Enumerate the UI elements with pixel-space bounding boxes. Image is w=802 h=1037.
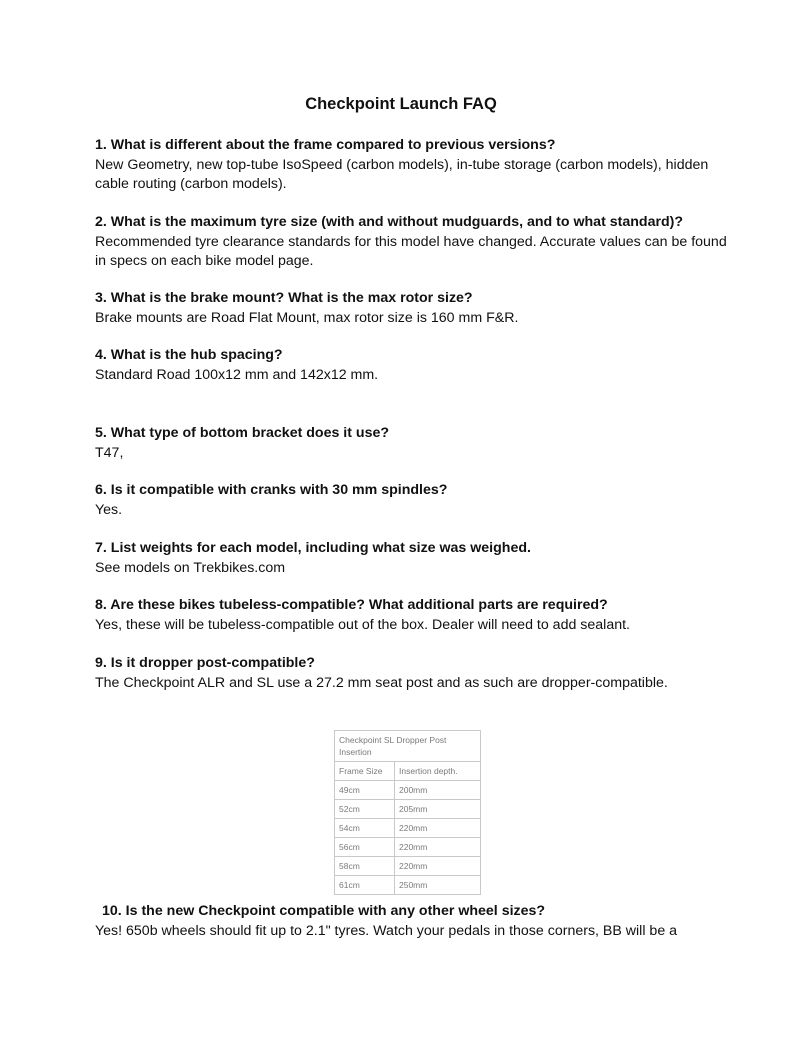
table-cell: 220mm bbox=[395, 857, 481, 876]
dropper-insertion-table bbox=[334, 730, 481, 895]
faq-answer: T47, bbox=[95, 444, 124, 461]
table-cell: 205mm bbox=[395, 800, 481, 819]
faq-item-9 bbox=[95, 654, 735, 693]
table-cell: 52cm bbox=[335, 800, 395, 819]
faq-item-3 bbox=[95, 289, 735, 328]
faq-item-7 bbox=[95, 539, 735, 578]
faq-answer: Brake mounts are Road Flat Mount, max rotor size is 160 mm F&R. bbox=[95, 309, 519, 326]
table-caption: Checkpoint SL Dropper Post Insertion bbox=[335, 731, 481, 762]
faq-question: 2. What is the maximum tyre size (with and without mudguards, and to what standard)? bbox=[95, 214, 684, 230]
faq-item-6 bbox=[95, 481, 735, 520]
faq-question: 9. Is it dropper post-compatible? bbox=[95, 655, 315, 671]
table-row bbox=[335, 800, 481, 819]
faq-answer: Recommended tyre clearance standards for this model have changed. Accurate values can be found in specs on each bike model page. bbox=[95, 233, 727, 269]
faq-question: 8. Are these bikes tubeless-compatible? What additional parts are required? bbox=[95, 597, 608, 613]
table-cell: 220mm bbox=[395, 819, 481, 838]
table-header-insertion-depth: Insertion depth. bbox=[395, 762, 481, 781]
faq-question: 6. Is it compatible with cranks with 30 mm spindles? bbox=[95, 482, 448, 498]
faq-item-2 bbox=[95, 213, 735, 272]
table-cell: 56cm bbox=[335, 838, 395, 857]
table-cell: 54cm bbox=[335, 819, 395, 838]
table-row bbox=[335, 857, 481, 876]
table-cell: 250mm bbox=[395, 876, 481, 895]
faq-item-5 bbox=[95, 424, 735, 463]
faq-answer: Standard Road 100x12 mm and 142x12 mm. bbox=[95, 366, 379, 383]
faq-question: 10. Is the new Checkpoint compatible with any other wheel sizes? bbox=[102, 903, 546, 919]
faq-item-1 bbox=[95, 136, 735, 195]
faq-question: 5. What type of bottom bracket does it use? bbox=[95, 425, 390, 441]
table-row bbox=[335, 838, 481, 857]
table-row bbox=[335, 876, 481, 895]
faq-item-4 bbox=[95, 346, 735, 385]
table-cell: 61cm bbox=[335, 876, 395, 895]
table-cell: 220mm bbox=[395, 838, 481, 857]
faq-item-8 bbox=[95, 596, 735, 635]
document-title: Checkpoint Launch FAQ bbox=[305, 95, 497, 113]
faq-question: 4. What is the hub spacing? bbox=[95, 347, 283, 363]
table-cell: 58cm bbox=[335, 857, 395, 876]
faq-answer: Yes, these will be tubeless-compatible out of the box. Dealer will need to add sealant. bbox=[95, 616, 630, 633]
faq-answer: See models on Trekbikes.com bbox=[95, 559, 286, 576]
table-cell: 200mm bbox=[395, 781, 481, 800]
table-header-frame-size: Frame Size bbox=[335, 762, 395, 781]
table-row bbox=[335, 819, 481, 838]
faq-answer: Yes! 650b wheels should fit up to 2.1" tyres. Watch your pedals in those corners, BB will be a bbox=[95, 922, 678, 939]
table-cell: 49cm bbox=[335, 781, 395, 800]
faq-answer: The Checkpoint ALR and SL use a 27.2 mm seat post and as such are dropper-compatible. bbox=[95, 674, 668, 691]
faq-item-10 bbox=[95, 902, 735, 941]
table-row bbox=[335, 781, 481, 800]
faq-question: 1. What is different about the frame compared to previous versions? bbox=[95, 137, 556, 153]
faq-answer: New Geometry, new top-tube IsoSpeed (carbon models), in-tube storage (carbon models), hidden cable routing (carbon models). bbox=[95, 156, 709, 192]
faq-question: 3. What is the brake mount? What is the max rotor size? bbox=[95, 290, 473, 306]
faq-question: 7. List weights for each model, including what size was weighed. bbox=[95, 540, 531, 556]
faq-answer: Yes. bbox=[95, 501, 123, 518]
